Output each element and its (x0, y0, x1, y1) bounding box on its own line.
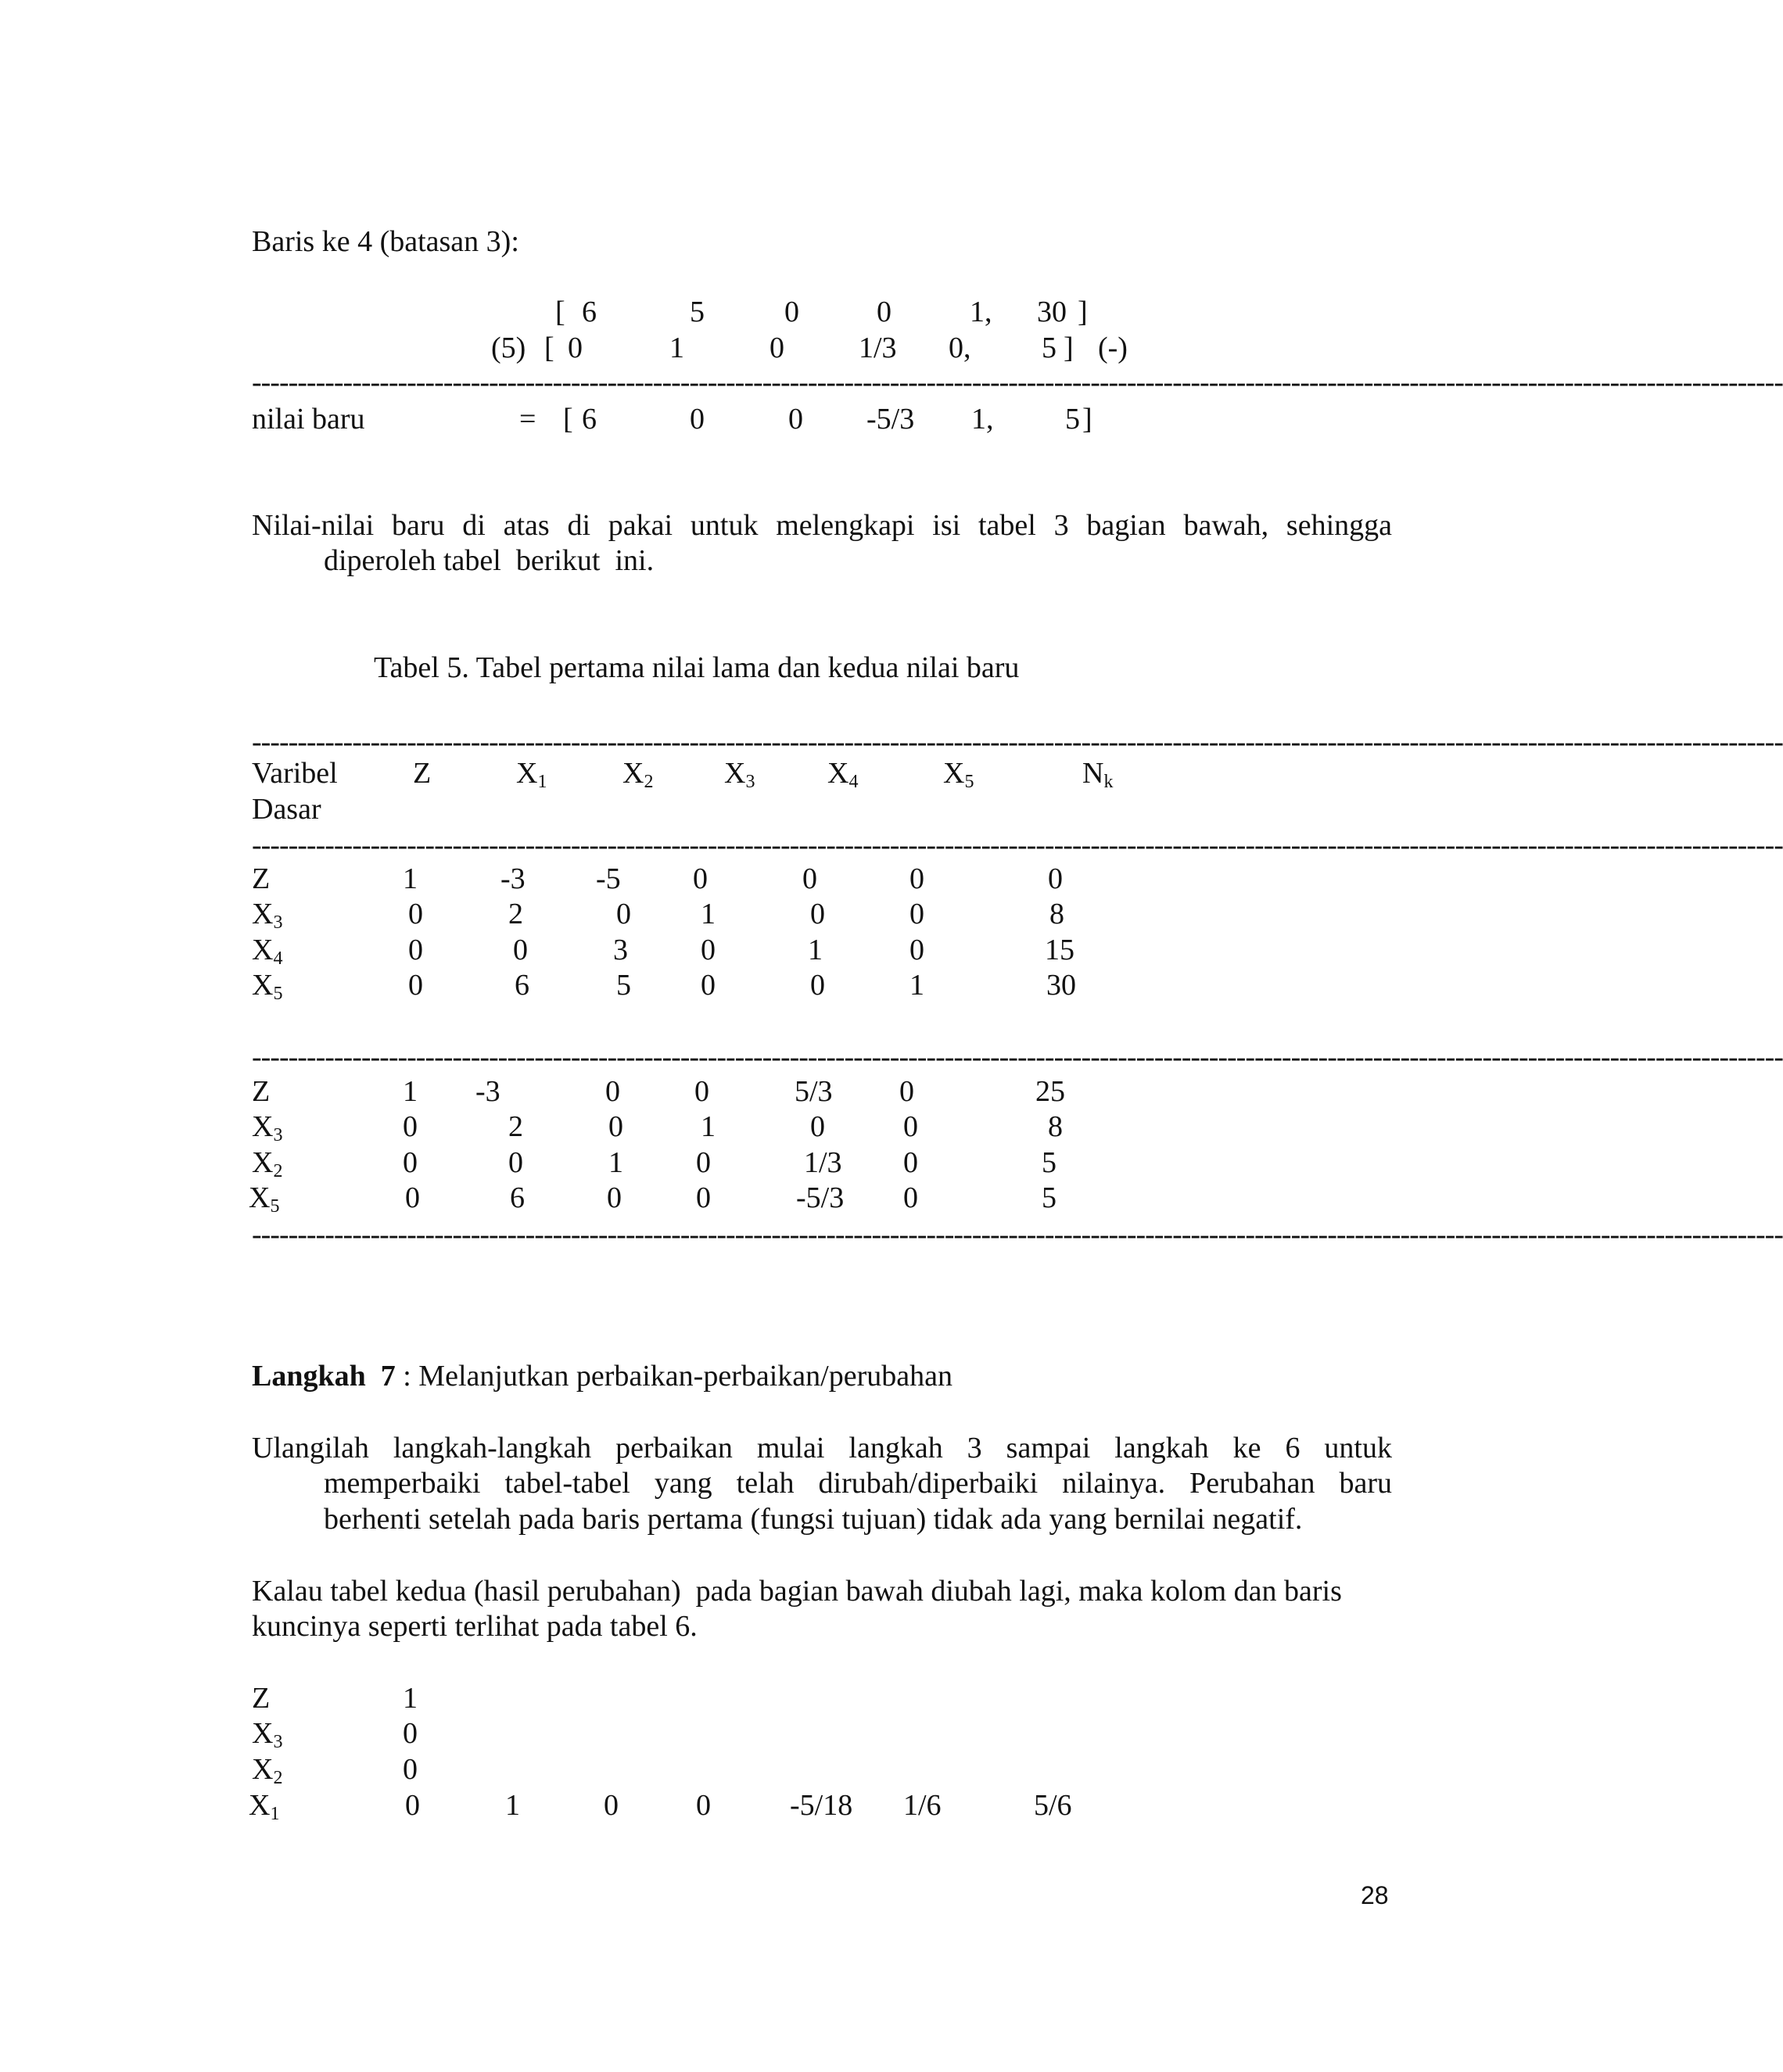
row-label: $X_3$ (252, 1110, 283, 1145)
page-number: 28 (1361, 1881, 1389, 1909)
table-cell: 0 (899, 1075, 914, 1108)
step-heading (252, 1361, 952, 1391)
calc-value: -5/3 (866, 403, 915, 436)
table-cell: 0 (810, 1110, 825, 1143)
table-cell: 0 (696, 1789, 711, 1822)
calc-value: 5 (690, 296, 705, 328)
row-label: $X_1$ (249, 1789, 280, 1824)
result-label: nilai baru (252, 403, 365, 436)
calc-value: 0 (770, 332, 784, 364)
table-cell: 3 (613, 934, 628, 966)
table-cell: 1 (403, 862, 418, 895)
table-header: Z (413, 757, 432, 790)
table-cell: 0 (909, 862, 924, 895)
table-cell: 0 (408, 898, 423, 930)
section-heading: Baris ke 4 (batasan 3): (252, 225, 519, 258)
table-cell: 1 (403, 1682, 418, 1715)
table-cell: -5/3 (796, 1181, 845, 1214)
table-header: $N_k$ (1082, 757, 1114, 792)
table-cell: 1 (403, 1075, 418, 1108)
bracket-close: ] (1064, 332, 1074, 364)
table-cell: 0 (694, 1075, 709, 1108)
table-cell: 0 (408, 934, 423, 966)
table-cell: 0 (909, 898, 924, 930)
subtract-operator: (-) (1098, 332, 1128, 364)
table-cell: 0 (701, 969, 716, 1002)
table-cell: 0 (403, 1110, 418, 1143)
table-cell: 0 (405, 1789, 420, 1822)
table-cell: 0 (701, 934, 716, 966)
calc-value: 1 (669, 332, 684, 364)
calc-value: 6 (582, 296, 597, 328)
table-cell: 25 (1035, 1075, 1065, 1108)
step-title: : Melanjutkan perbaikan-perbaikan/perubahan (395, 1360, 952, 1393)
table-cell: 1 (608, 1146, 623, 1179)
table-cell: 0 (810, 969, 825, 1002)
table-cell: 1 (701, 898, 716, 930)
table-cell: 5/3 (795, 1075, 833, 1108)
step-label: Langkah 7 (252, 1360, 396, 1393)
row-label: $X_2$ (252, 1753, 283, 1788)
table-cell: 5 (616, 969, 631, 1002)
calc-value: 1, (970, 296, 992, 328)
table-cell: 1/3 (804, 1146, 842, 1179)
row-label: $X_2$ (252, 1146, 283, 1181)
row-label: $X_5$ (249, 1181, 280, 1217)
calc-value: 0 (877, 296, 892, 328)
table-cell: 0 (696, 1146, 711, 1179)
table-header-variable-2: Dasar (252, 793, 321, 826)
calc-value: 30 (1037, 296, 1067, 328)
table-cell: 1 (505, 1789, 520, 1822)
row-label: $X_5$ (252, 969, 283, 1004)
table-cell: 2 (508, 1110, 523, 1143)
row-label: Z (252, 1682, 271, 1715)
table-cell: 0 (403, 1717, 418, 1750)
table-cell: 0 (616, 898, 631, 930)
multiplier: (5) (491, 332, 526, 364)
table-cell: 30 (1046, 969, 1076, 1002)
calc-value: 6 (582, 403, 597, 436)
table-cell: 0 (903, 1181, 918, 1214)
bracket-open: [ (563, 403, 573, 436)
table-header: $X_3$ (724, 757, 755, 792)
table-cell: 0 (607, 1181, 622, 1214)
dashed-separator: ------------------------------------------------------------------------------------------------------------------------------------------------------------------------ (252, 366, 1783, 399)
table-cell: 0 (909, 934, 924, 966)
bracket-open: [ (555, 296, 565, 328)
table-header: $X_5$ (943, 757, 974, 792)
calc-value: 5 (1065, 403, 1080, 436)
table-cell: -3 (500, 862, 526, 895)
table-cell: 0 (403, 1146, 418, 1179)
paragraph-line: berhenti setelah pada baris pertama (fungsi tujuan) tidak ada yang bernilai negatif. (324, 1503, 1303, 1536)
table-cell: 1/6 (903, 1789, 942, 1822)
paragraph-line: Kalau tabel kedua (hasil perubahan) pada bagian bawah diubah lagi, maka kolom dan baris (252, 1575, 1342, 1608)
table-cell: 0 (513, 934, 528, 966)
table-cell: 15 (1045, 934, 1074, 966)
dashed-separator: ------------------------------------------------------------------------------------------------------------------------------------------------------------------------ (252, 829, 1783, 862)
table-cell: 0 (508, 1146, 523, 1179)
table-cell: 0 (408, 969, 423, 1002)
table-cell: 1 (701, 1110, 716, 1143)
table-cell: 0 (403, 1753, 418, 1786)
row-label: $X_3$ (252, 1717, 283, 1752)
table-cell: 0 (903, 1110, 918, 1143)
calc-value: 0 (788, 403, 803, 436)
table-header-variable: Varibel (252, 757, 338, 790)
table-cell: 5 (1042, 1181, 1057, 1214)
dashed-separator: ------------------------------------------------------------------------------------------------------------------------------------------------------------------------ (252, 1218, 1783, 1251)
table-cell: 0 (608, 1110, 623, 1143)
row-label: Z (252, 1075, 271, 1108)
table-cell: 0 (405, 1181, 420, 1214)
table-cell: 0 (903, 1146, 918, 1179)
calc-value: 1/3 (859, 332, 897, 364)
calc-value: 0 (690, 403, 705, 436)
table-cell: 8 (1048, 1110, 1063, 1143)
table-header: $X_2$ (622, 757, 654, 792)
calc-value: 0 (784, 296, 799, 328)
dashed-separator: ------------------------------------------------------------------------------------------------------------------------------------------------------------------------ (252, 1041, 1783, 1074)
table-cell: -5 (596, 862, 621, 895)
calc-value: 0 (568, 332, 583, 364)
bracket-close: ] (1082, 403, 1092, 436)
bracket-open: [ (544, 332, 554, 364)
table-header: $X_1$ (516, 757, 547, 792)
paragraph-line: Ulangilah langkah-langkah perbaikan mulai langkah 3 sampai langkah ke 6 untuk (252, 1432, 1392, 1464)
table-cell: -5/18 (790, 1789, 853, 1822)
table-cell: 0 (604, 1789, 619, 1822)
equals-sign: = (519, 403, 536, 436)
row-label: $X_3$ (252, 898, 283, 933)
row-label: $X_4$ (252, 934, 283, 969)
table-cell: 0 (802, 862, 817, 895)
table-cell: 6 (510, 1181, 525, 1214)
table-cell: 1 (909, 969, 924, 1002)
paragraph-line: kuncinya seperti terlihat pada tabel 6. (252, 1610, 698, 1643)
table-cell: 5/6 (1034, 1789, 1072, 1822)
table-cell: -3 (475, 1075, 500, 1108)
table-cell: 0 (696, 1181, 711, 1214)
table-cell: 0 (605, 1075, 620, 1108)
table-header: $X_4$ (827, 757, 859, 792)
table-cell: 8 (1049, 898, 1064, 930)
paragraph-line: diperoleh tabel berikut ini. (324, 544, 655, 577)
paragraph-line: memperbaiki tabel-tabel yang telah dirubah/diperbaiki nilainya. Perubahan baru (324, 1467, 1392, 1500)
paragraph-line: Nilai-nilai baru di atas di pakai untuk melengkapi isi tabel 3 bagian bawah, sehingga (252, 509, 1392, 542)
table-cell: 2 (508, 898, 523, 930)
calc-value: 5 (1042, 332, 1057, 364)
table-cell: 0 (810, 898, 825, 930)
row-label: Z (252, 862, 271, 895)
table-caption: Tabel 5. Tabel pertama nilai lama dan kedua nilai baru (374, 651, 1020, 684)
table-cell: 0 (693, 862, 708, 895)
table-cell: 0 (1048, 862, 1063, 895)
calc-value: 0, (949, 332, 971, 364)
calc-value: 1, (971, 403, 994, 436)
bracket-close: ] (1078, 296, 1088, 328)
table-cell: 5 (1042, 1146, 1057, 1179)
table-cell: 1 (808, 934, 823, 966)
dashed-separator: ------------------------------------------------------------------------------------------------------------------------------------------------------------------------ (252, 726, 1783, 758)
table-cell: 6 (515, 969, 529, 1002)
